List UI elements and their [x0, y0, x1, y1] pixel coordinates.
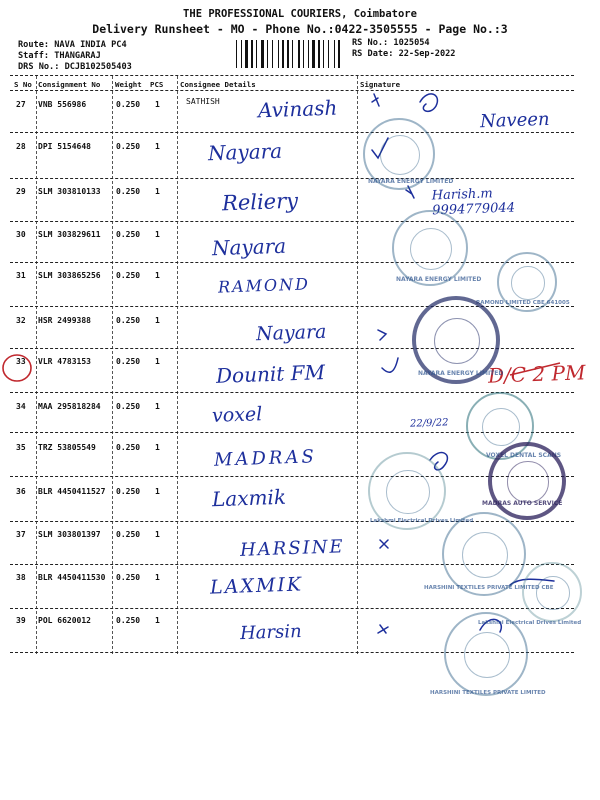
barcode-bar — [256, 40, 257, 68]
col-pcs: PCS — [150, 80, 164, 89]
row-weight: 0.250 — [116, 230, 141, 239]
row-pcs: 1 — [155, 100, 160, 109]
row-handwritten-note: Naveen — [479, 108, 550, 133]
row-handwritten-note: 22/9/22 — [409, 417, 449, 430]
row-weight: 0.250 — [116, 316, 141, 325]
company-stamp — [444, 612, 528, 696]
barcode-bar — [267, 40, 268, 68]
row-weight: 0.250 — [116, 530, 141, 539]
row-consignment: SLM 303829611 — [38, 230, 101, 239]
row-sno: 28 — [16, 142, 26, 151]
row-pcs: 1 — [155, 487, 160, 496]
row-pcs: 1 — [155, 187, 160, 196]
row-sno: 35 — [16, 443, 26, 452]
row-consignment: VNB 556986 — [38, 100, 87, 109]
company-stamp — [522, 562, 582, 622]
row-weight: 0.250 — [116, 142, 141, 151]
company-stamp — [392, 210, 468, 286]
row-handwritten-name: Nayara — [207, 138, 283, 166]
row-pcs: 1 — [155, 402, 160, 411]
row-pcs: 1 — [155, 142, 160, 151]
row-pcs: 1 — [155, 616, 160, 625]
row-handwritten-name: HARSINE — [239, 536, 345, 561]
stamp-text: MADRAS AUTO SERVICE — [482, 500, 563, 507]
row-consignment: MAA 295818284 — [38, 402, 101, 411]
row-pcs: 1 — [155, 271, 160, 280]
row-pcs: 1 — [155, 573, 160, 582]
row-pcs: 1 — [155, 530, 160, 539]
stamp-text: Lakshmi Electrical Drives Limited — [478, 620, 582, 626]
row-weight: 0.250 — [116, 487, 141, 496]
barcode-bar — [312, 40, 315, 68]
row-handwritten-name: Laxmik — [211, 484, 287, 512]
row-weight: 0.250 — [116, 271, 141, 280]
row-sno: 30 — [16, 230, 26, 239]
row-consignment: SLM 303810133 — [38, 187, 101, 196]
row-weight: 0.250 — [116, 573, 141, 582]
row-pcs: 1 — [155, 230, 160, 239]
row-handwritten-name: Harsin — [239, 620, 302, 645]
row-handwritten-name: LAXMIK — [209, 573, 304, 599]
barcode-bar — [328, 40, 329, 68]
runsheet-title: Delivery Runsheet - MO - Phone No.:0422-3505555 - Page No.:3 — [92, 22, 508, 36]
row-weight: 0.250 — [116, 100, 141, 109]
barcode-bar — [287, 40, 289, 68]
stamp-text: NAYARA ENERGY LIMITED — [418, 370, 504, 377]
row-consignment: TRZ 53805549 — [38, 443, 96, 452]
barcode-bar — [282, 40, 284, 68]
company-name: THE PROFESSIONAL COURIERS, Coimbatore — [183, 8, 417, 20]
row-consignment: POL 6620012 — [38, 616, 91, 625]
row-pcs: 1 — [155, 357, 160, 366]
row-consignment: DPI 5154648 — [38, 142, 91, 151]
barcode-bar — [318, 40, 320, 68]
row-handwritten-name: Dounit FM — [215, 360, 326, 388]
row-consignment: SLM 303801397 — [38, 530, 101, 539]
row-sno: 31 — [16, 271, 26, 280]
rs-number: RS No.: 1025054 — [352, 38, 430, 48]
stamp-text: HARSHINI TEXTILES PRIVATE LIMITED — [430, 690, 546, 696]
row-sno: 27 — [16, 100, 26, 109]
row-sno: 39 — [16, 616, 26, 625]
row-consignee: SATHISH — [186, 97, 220, 106]
barcode-bar — [241, 40, 242, 68]
row-handwritten-name: Nayara — [211, 233, 287, 261]
barcode-bar — [338, 40, 340, 68]
drs-number: DRS No.: DCJB102505403 — [18, 62, 132, 72]
row-sno: 34 — [16, 402, 26, 411]
barcode-bar — [278, 40, 279, 68]
row-handwritten-name: MADRAS — [213, 446, 318, 471]
barcode-bar — [261, 40, 264, 68]
barcode-bar — [251, 40, 253, 68]
stamp-text: VOXEL DENTAL SCANS — [486, 452, 562, 459]
row-consignment: BLR 4450411527 — [38, 487, 106, 496]
row-handwritten-name: voxel — [211, 403, 263, 427]
row-handwritten-name: Reliery — [221, 188, 299, 216]
col-sno: S No — [14, 80, 32, 89]
row-consignment: VLR 4783153 — [38, 357, 91, 366]
col-signature: Signature — [360, 80, 401, 89]
row-pcs: 1 — [155, 316, 160, 325]
col-consignment: Consignment No — [38, 80, 101, 89]
row-sno: 36 — [16, 487, 26, 496]
barcode-bar — [236, 40, 237, 68]
barcode — [236, 40, 344, 68]
row-handwritten-name: Nayara — [255, 320, 327, 346]
row-consignment: SLM 303865256 — [38, 271, 101, 280]
row-sno: 29 — [16, 187, 26, 196]
barcode-bar — [292, 40, 293, 68]
rs-date: RS Date: 22-Sep-2022 — [352, 49, 456, 59]
row-weight: 0.250 — [116, 187, 141, 196]
col-consignee: Consignee Details — [180, 80, 256, 89]
stamp-text: Lakshmi Electrical Drives Limited — [370, 518, 474, 524]
row-handwritten-name: RAMOND — [217, 274, 311, 297]
barcode-bar — [308, 40, 309, 68]
stamp-text: HARSHINI TEXTILES PRIVATE LIMITED CBE — [424, 585, 554, 591]
row-weight: 0.250 — [116, 616, 141, 625]
row-handwritten-name: Avinash — [257, 95, 338, 123]
row-consignment: BLR 4450411530 — [38, 573, 106, 582]
row-pcs: 1 — [155, 443, 160, 452]
barcode-bar — [245, 40, 248, 68]
barcode-bar — [334, 40, 335, 68]
company-stamp — [488, 442, 566, 520]
row-handwritten-note: Harish.m 9994779044 — [431, 186, 516, 219]
col-sep — [177, 76, 178, 654]
col-weight: Weight — [115, 80, 142, 89]
stamp-text: RAMOND LIMITED CBE 641005 — [476, 300, 570, 306]
row-weight: 0.250 — [116, 357, 141, 366]
company-stamp — [442, 512, 526, 596]
row-sno: 33 — [16, 357, 26, 366]
col-sep — [357, 76, 358, 654]
barcode-bar — [323, 40, 324, 68]
route-label: Route: NAVA INDIA PC4 — [18, 40, 127, 50]
barcode-bar — [272, 40, 273, 68]
barcode-bar — [303, 40, 304, 68]
row-sno: 32 — [16, 316, 26, 325]
header-divider-top — [10, 75, 574, 76]
row-consignment: HSR 2499388 — [38, 316, 91, 325]
row-handwritten-note: D/C 2 PM — [487, 360, 586, 388]
red-circle-mark — [0, 348, 40, 388]
staff-label: Staff: THANGARAJ — [18, 51, 101, 61]
row-weight: 0.250 — [116, 402, 141, 411]
row-sno: 38 — [16, 573, 26, 582]
col-sep — [112, 76, 113, 654]
row-weight: 0.250 — [116, 443, 141, 452]
stamp-text: NAYARA ENERGY LIMITED — [368, 178, 454, 185]
stamp-text: NAYARA ENERGY LIMITED — [396, 276, 482, 283]
barcode-bar — [298, 40, 300, 68]
row-sno: 37 — [16, 530, 26, 539]
